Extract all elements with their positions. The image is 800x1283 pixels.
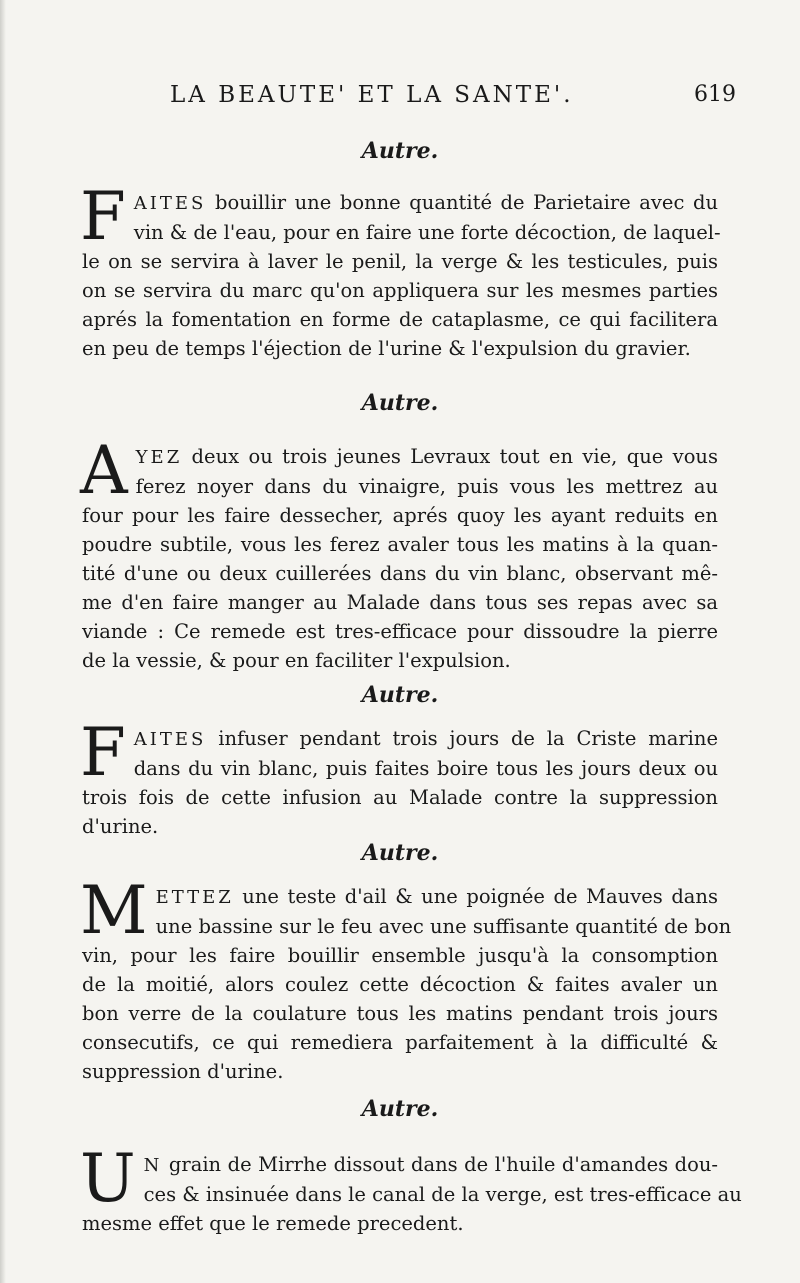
text-line: viande : Ce remede est tres-efficace pour dissoudre la pierre <box>82 620 718 643</box>
text-line: vin, pour les faire bouillir ensemble jusqu'à la consomption <box>82 944 718 967</box>
text-line: poudre subtile, vous les ferez avaler tous les matins à la quan- <box>82 533 718 556</box>
recipe-paragraph <box>80 872 732 1086</box>
drop-cap: M <box>80 872 148 949</box>
text-line: infuser pendant trois jours de la Criste marine <box>206 727 718 750</box>
text-line: de la moitié, alors coulez cette décoction & faites avaler un <box>82 973 718 996</box>
section-heading: Autre. <box>361 138 439 164</box>
drop-cap: F <box>80 178 126 255</box>
recipe-paragraph <box>80 1140 742 1238</box>
recipe-paragraph <box>80 714 718 841</box>
text-line: ferez noyer dans du vinaigre, puis vous les mettrez au <box>135 475 718 498</box>
lead-word: YEZ <box>135 447 183 468</box>
text-line: d'urine. <box>82 815 159 838</box>
lead-word: AITES <box>133 193 207 214</box>
recipe-paragraph <box>80 432 718 675</box>
text-line: bon verre de la coulature tous les matins pendant trois jours <box>82 1002 718 1025</box>
text-line: on se servira du marc qu'on appliquera sur les mesmes parties <box>82 279 718 302</box>
running-head-title: LA BEAUTE' ET LA SANTE'. <box>170 82 574 108</box>
text-line: trois fois de cette infusion au Malade contre la suppression <box>82 786 718 809</box>
section-heading: Autre. <box>361 390 439 416</box>
lead-word: ETTEZ <box>155 887 234 908</box>
recipe-paragraph <box>80 178 721 363</box>
text-line: grain de Mirrhe dissout dans de l'huile d'amandes dou- <box>162 1153 718 1176</box>
running-head <box>170 82 736 108</box>
text-line: deux ou trois jeunes Levraux tout en vie, que vous <box>182 445 718 468</box>
text-line: consecutifs, ce qui remediera parfaitement à la difficulté & <box>82 1031 718 1054</box>
text-line: bouillir une bonne quantité de Parietaire avec du <box>206 191 718 214</box>
text-line: mesme effet que le remede precedent. <box>82 1212 464 1235</box>
recipe-section <box>80 836 732 1092</box>
text-line: dans du vin blanc, puis faites boire tous les jours deux ou <box>133 757 718 780</box>
page-number: 619 <box>694 82 736 107</box>
text-line: me d'en faire manger au Malade dans tous ses repas avec sa <box>82 591 718 614</box>
recipe-section <box>80 1092 742 1238</box>
text-line: suppression d'urine. <box>82 1060 284 1083</box>
section-heading: Autre. <box>361 1096 439 1122</box>
text-line: four pour les faire dessecher, aprés quoy les ayant reduits en <box>82 504 718 527</box>
recipe-section <box>82 678 718 836</box>
text-line: en peu de temps l'éjection de l'urine & l'expulsion du gravier. <box>82 337 691 360</box>
text-line: de la vessie, & pour en faciliter l'expulsion. <box>82 649 511 672</box>
lead-word: N <box>143 1155 163 1176</box>
recipe-section <box>80 134 721 386</box>
drop-cap: F <box>80 714 126 791</box>
page-body <box>80 134 742 1238</box>
text-line: vin & de l'eau, pour en faire une forte décoction, de laquel- <box>133 221 721 244</box>
text-line: une bassine sur le feu avec une suffisante quantité de bon <box>155 915 732 938</box>
page-edge <box>0 0 6 1283</box>
lead-word: AITES <box>133 729 207 750</box>
recipe-section <box>82 386 718 678</box>
text-line: ces & insinuée dans le canal de la verge, est tres-efficace au <box>143 1183 742 1206</box>
section-heading: Autre. <box>361 840 439 866</box>
drop-cap: A <box>80 432 128 509</box>
drop-cap: U <box>80 1140 136 1217</box>
section-heading: Autre. <box>361 682 439 708</box>
text-line: tité d'une ou deux cuillerées dans du vin blanc, observant mê- <box>82 562 718 585</box>
text-line: une teste d'ail & une poignée de Mauves dans <box>233 885 718 908</box>
text-line: le on se servira à laver le penil, la verge & les testicules, puis <box>82 250 718 273</box>
text-line: aprés la fomentation en forme de cataplasme, ce qui facilitera <box>82 308 718 331</box>
